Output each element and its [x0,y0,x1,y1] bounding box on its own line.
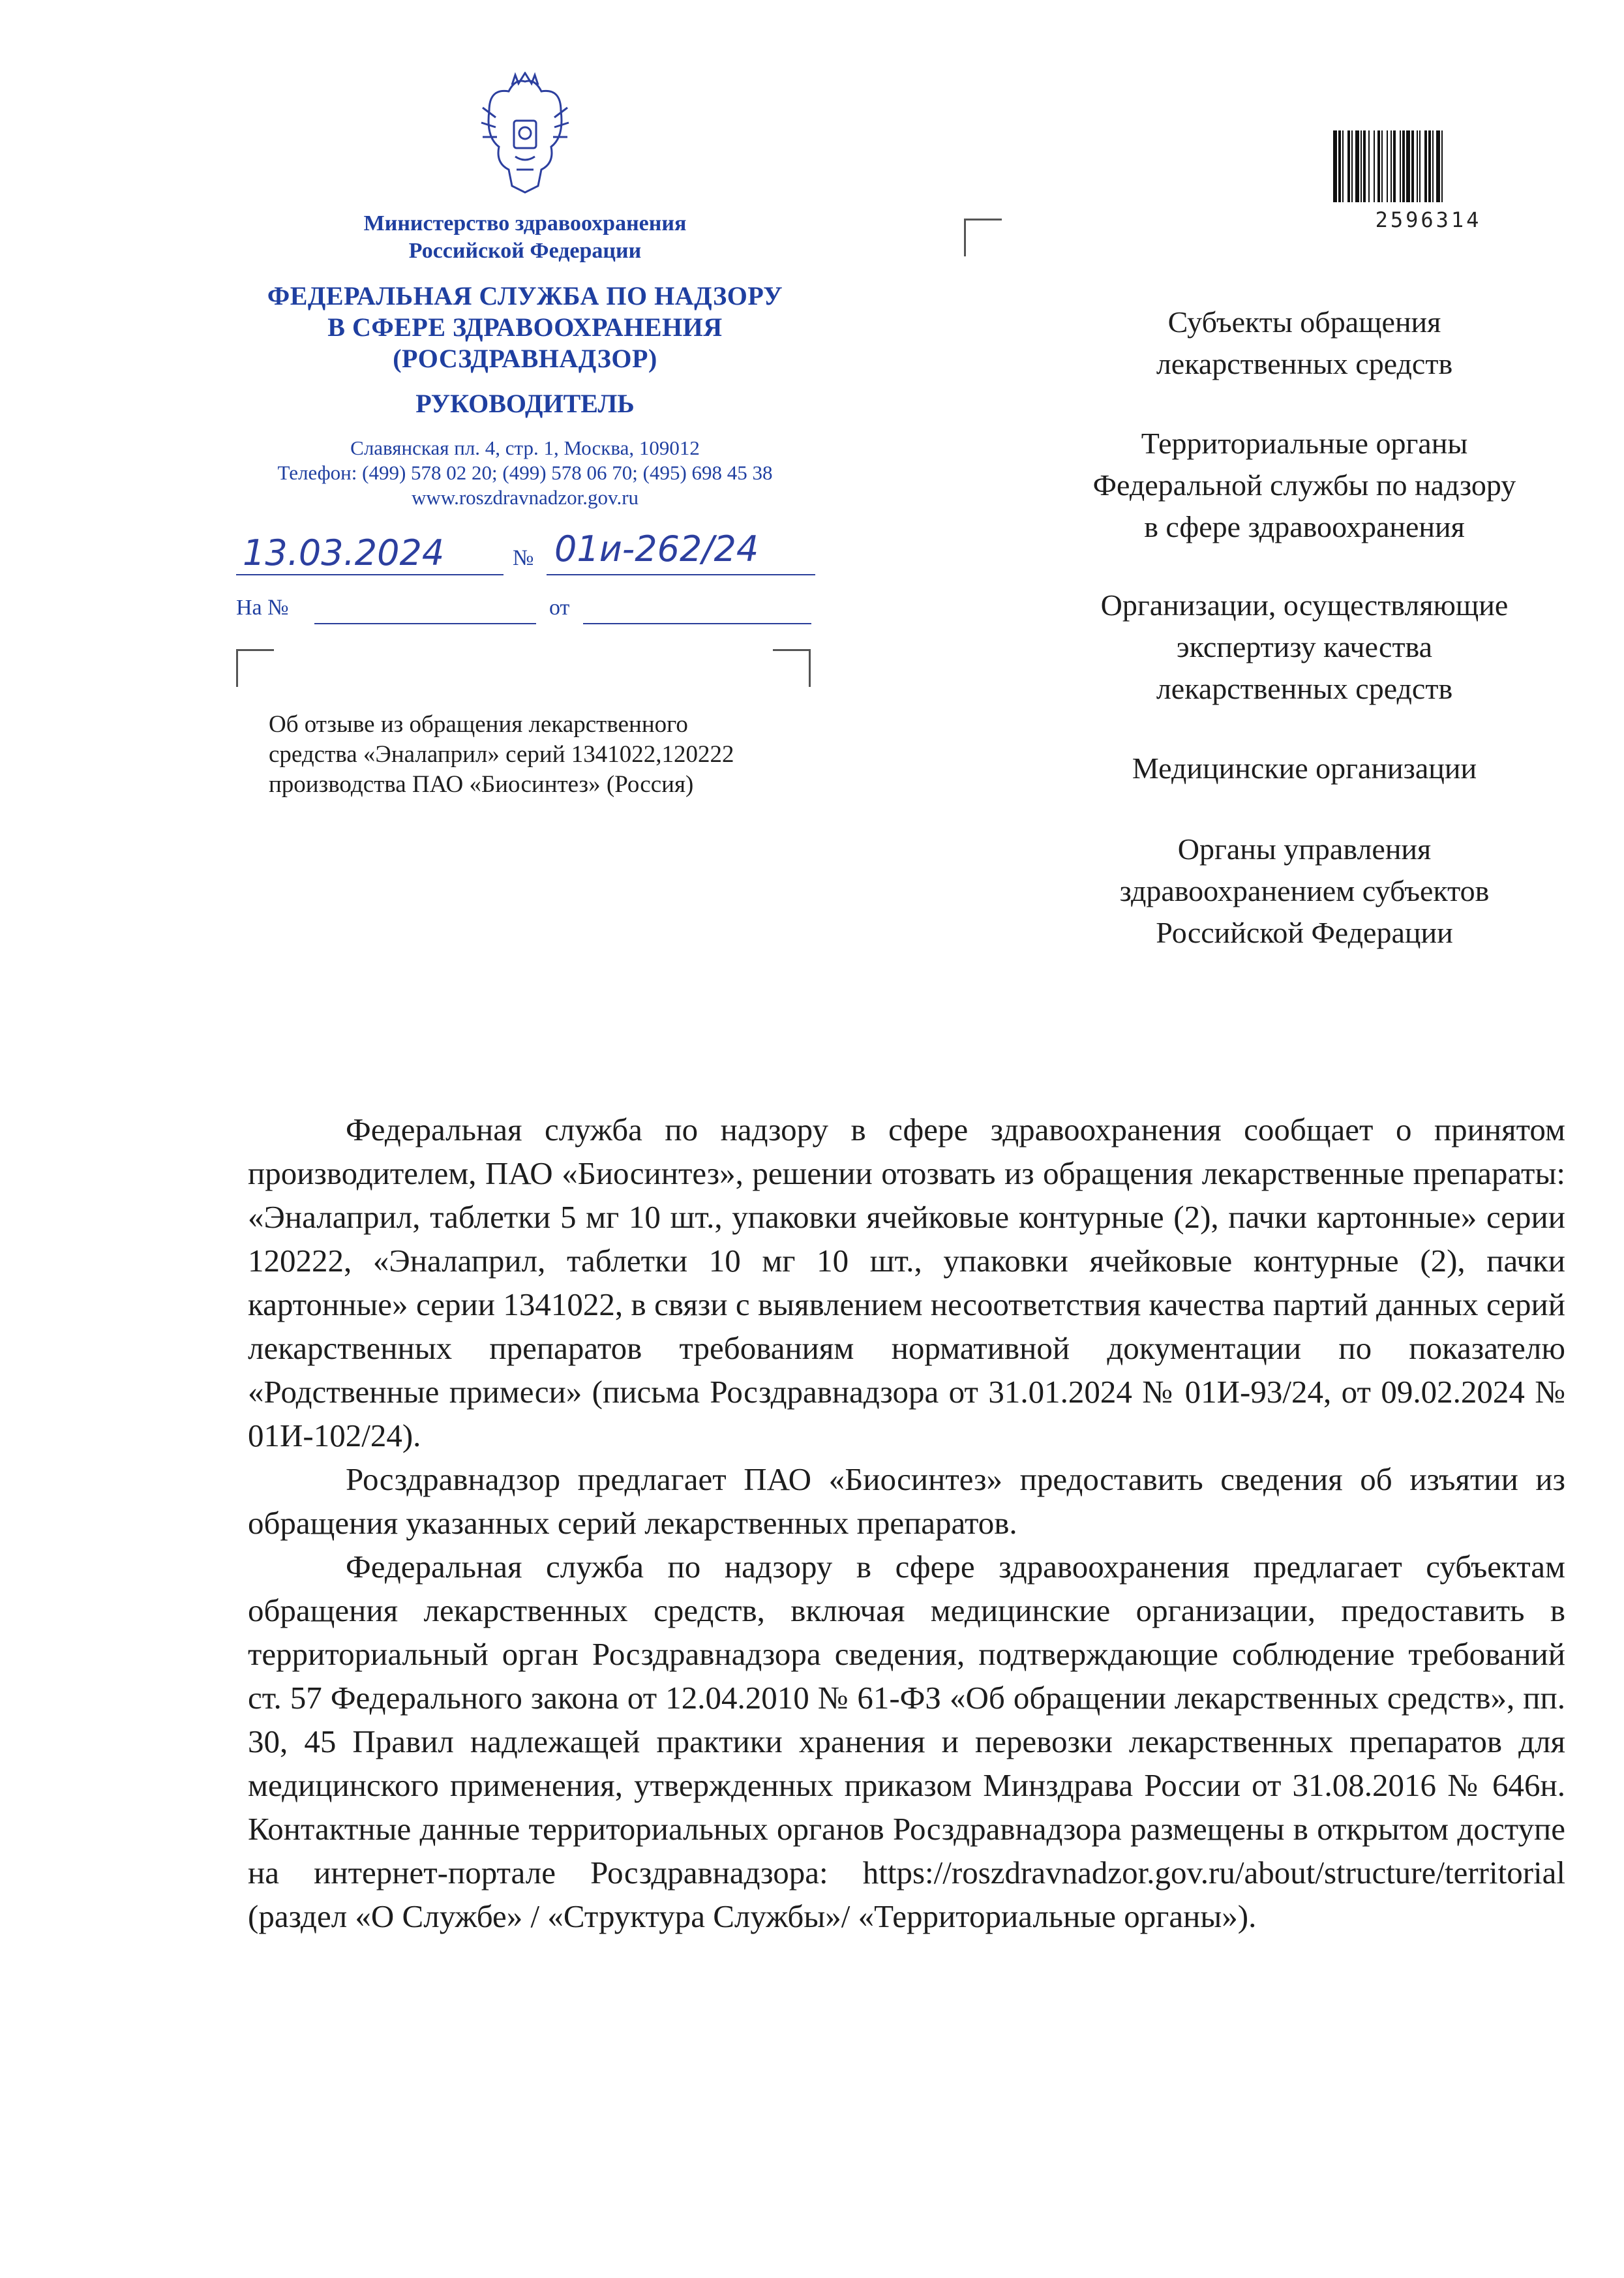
recipient-1 [1017,301,1591,385]
recipient-line: Территориальные органы [1141,427,1468,460]
recipient-bracket-left [964,219,1002,256]
letter-body [248,1108,1565,1938]
russian-coat-of-arms-icon [476,72,574,196]
recipient-line: Федеральной службы по надзору [1092,468,1516,502]
from-label: от [549,596,570,620]
body-paragraph-3: Федеральная служба по надзору в сфере здравоохранения предлагает субъектам обращения лекарственных средств, включая медицинские организации, предоставить в территориальный орган Росздравнадзора сведения, подтверждающие соблюдение требований ст. 57 Федерального закона от 12.04.2010 № 61-ФЗ «Об обращении лекарственных средств», пп. 30, 45 Правил надлежащей практики хранения и перевозки лекарственных препаратов для медицинского применения, утвержденных приказом Минздрава России от 31.08.2016 № 646н. Контактные данные территориальных органов Росздравнадзора размещены в открытом доступе на интернет-портале Росздравнадзора: https://roszdravnadzor.gov.ru/about/structure/territorial (раздел «О Службе» / «Структура Службы»/ «Территориальные органы»). [248,1549,1565,1934]
ministry-name [235,210,815,265]
recipient-line: Российской Федерации [1156,916,1453,949]
phone: Телефон: (499) 578 02 20; (499) 578 06 70; (495) 698 45 38 [277,461,773,484]
ministry-line-2: Российской Федерации [408,239,642,263]
recipient-line: Субъекты обращения [1167,305,1441,339]
subject-bracket-left [236,649,274,687]
letter-subject [269,710,895,800]
recipient-2 [1017,423,1591,548]
recipient-line: экспертизу качества [1176,630,1433,663]
body-paragraph-1: Федеральная служба по надзору в сфере здравоохранения сообщает о принятом производителем, ПАО «Биосинтез», решении отозвать из обращения лекарственные препараты: «Эналаприл, таблетки 5 мг 10 шт., упаковки ячейковые контурные (2), пачки картонные» серии 120222, «Эналаприл, таблетки 10 мг 10 шт., упаковки ячейковые контурные (2), пачки картонные» серии 1341022, в связи с выявлением несоответствия качества партий данных серий лекарственных препаратов требованиям нормативной документации по показателю «Родственные примеси» (письма Росздравнадзора от 31.01.2024 № 01И-93/24, от 09.02.2024 № 01И-102/24). [248,1112,1565,1453]
ref-label: На № [236,596,289,620]
from-underline [583,623,811,624]
barcode-number: 2596314 [1375,207,1482,232]
date-underline [236,574,504,575]
body-paragraph-2: Росздравнадзор предлагает ПАО «Биосинтез» предоставить сведения об изъятии из обращения указанных серий лекарственных препаратов. [248,1461,1565,1541]
recipient-5 [1017,828,1591,954]
head-title: РУКОВОДИТЕЛЬ [415,389,635,418]
subject-line: средства «Эналаприл» серий 1341022,120222 [269,741,734,768]
service-name [235,281,815,374]
subject-bracket-right [773,649,811,687]
recipient-4 [1017,748,1591,789]
registration-date: 13.03.2024 [243,532,445,573]
ministry-line-1: Министерство здравоохранения [363,211,687,235]
service-line-3: (РОСЗДРАВНАДЗОР) [393,344,657,373]
recipient-3 [1017,585,1591,710]
number-label: № [513,546,534,570]
recipient-line: лекарственных средств [1156,672,1453,705]
subject-line: производства ПАО «Биосинтез» (Россия) [269,771,694,798]
service-line-2: В СФЕРЕ ЗДРАВООХРАНЕНИЯ [327,312,723,342]
barcode-icon [1331,130,1526,202]
recipient-line: Медицинские организации [1132,752,1477,785]
recipient-line: Организации, осуществляющие [1100,588,1509,622]
service-line-1: ФЕДЕРАЛЬНАЯ СЛУЖБА ПО НАДЗОРУ [267,281,783,311]
recipient-line: лекарственных средств [1156,347,1453,380]
subject-line: Об отзыве из обращения лекарственного [269,711,688,738]
registration-number: 01и-262/24 [554,528,759,570]
ref-underline [314,623,536,624]
recipient-line: здравоохранением субъектов [1119,874,1490,907]
contact-block [222,436,828,510]
website-link[interactable]: www.roszdravnadzor.gov.ru [411,486,639,509]
recipient-line: в сфере здравоохранения [1144,510,1465,543]
recipient-line: Органы управления [1177,832,1432,866]
number-underline [547,574,815,575]
address: Славянская пл. 4, стр. 1, Москва, 109012 [350,436,700,459]
